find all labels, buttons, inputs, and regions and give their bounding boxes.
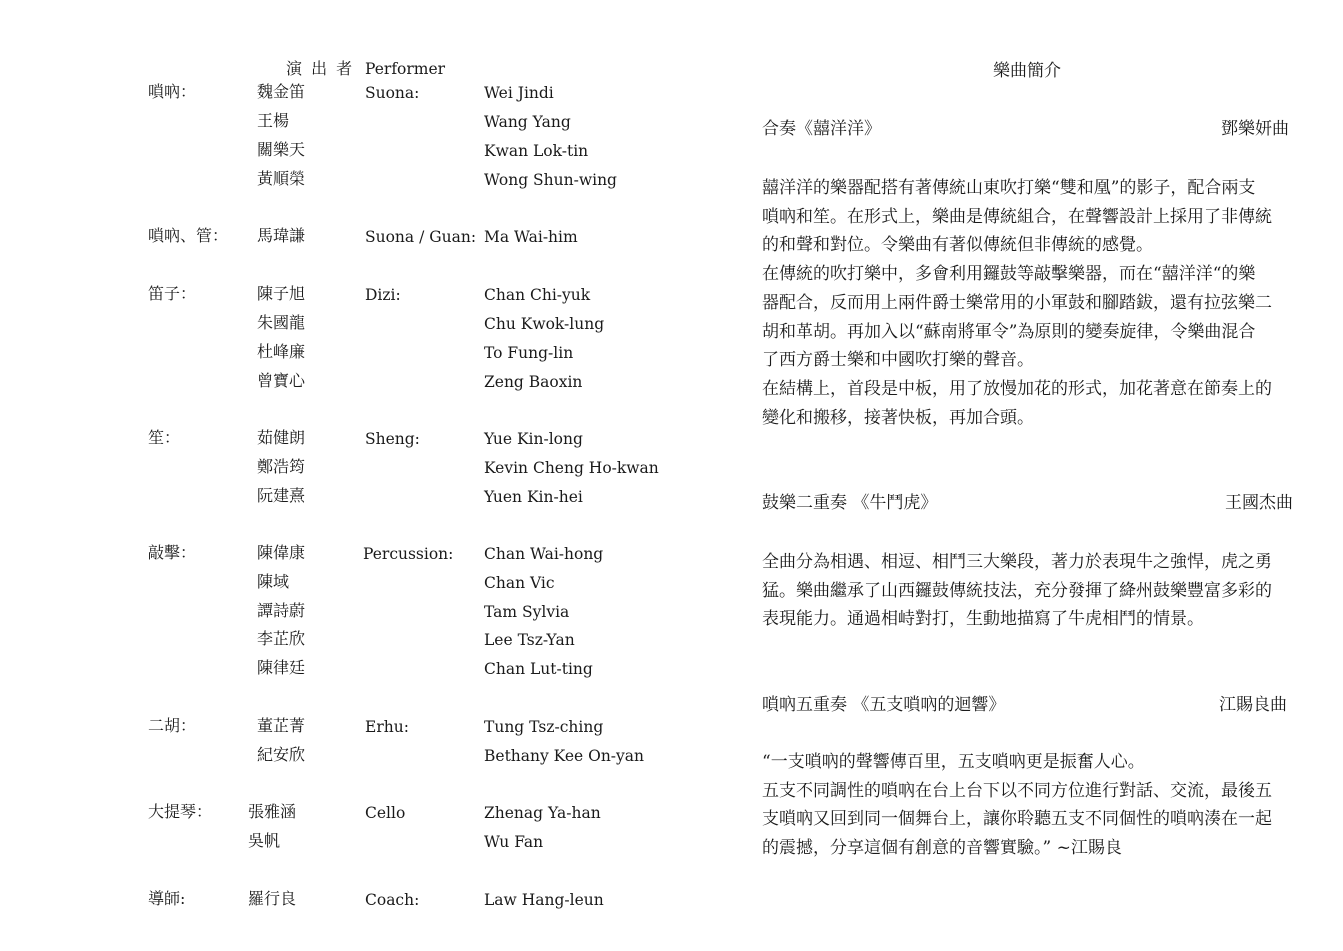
performer-name-en: Ma Wai-him	[484, 228, 578, 246]
performer-name-en: Wei Jindi	[484, 84, 554, 102]
performer-name-en: Law Hang-leun	[484, 891, 604, 909]
instrument-label-en: Percussion:	[363, 545, 454, 563]
performer-name-zh: 茹健朗	[257, 428, 306, 447]
description-line: 表現能力。通過相峙對打，生動地描寫了牛虎相鬥的情景。	[762, 609, 1204, 630]
piece-title: 嗩吶五重奏 《五支嗩吶的迴響》	[762, 695, 1006, 715]
instrument-label-en: Suona:	[365, 84, 420, 102]
performer-name-en: Lee Tsz-Yan	[484, 631, 575, 649]
piece-composer: 王國杰曲	[1225, 493, 1293, 513]
description-line: 在傳統的吹打樂中，多會利用鑼鼓等敲擊樂器，而在“囍洋洋“的樂	[762, 264, 1256, 285]
notes-title: 樂曲簡介	[993, 61, 1061, 81]
performer-name-zh: 陳偉康	[257, 543, 306, 562]
description-line: “一支嗩吶的聲響傳百里，五支嗩吶更是振奮人心。	[762, 752, 1145, 772]
instrument-label-zh: 嗩吶：	[148, 82, 197, 101]
description-line: 囍洋洋的樂器配搭有著傳統山東吹打樂“雙和凰”的影子，配合兩支	[762, 178, 1256, 198]
description-line: 了西方爵士樂和中國吹打樂的聲音。	[762, 350, 1034, 371]
instrument-label-en: Cello	[365, 804, 406, 822]
piece-title: 合奏《囍洋洋》	[762, 119, 881, 139]
performer-name-en: Zeng Baoxin	[484, 373, 583, 391]
description-line: 變化和搬移，接著快板，再加合頭。	[762, 407, 1034, 428]
performer-name-en: Wang Yang	[484, 113, 571, 131]
performer-name-zh: 鄭浩筠	[257, 457, 306, 476]
instrument-label-zh: 笙：	[148, 428, 181, 447]
description-line: 的震撼，分享這個有創意的音響實驗。” ~江賜良	[762, 838, 1122, 859]
piece-description	[762, 174, 1292, 432]
instrument-label-en: Coach:	[365, 891, 420, 909]
performer-name-zh: 陳域	[257, 572, 290, 591]
performer-name-en: Zhenag Ya-han	[484, 804, 601, 822]
description-line: 在結構上，首段是中板，用了放慢加花的形式，加花著意在節奏上的	[762, 378, 1272, 399]
piece-title: 鼓樂二重奏 《牛鬥虎》	[762, 493, 938, 513]
performer-name-zh: 曾寶心	[257, 371, 306, 390]
performer-name-zh: 陳子旭	[257, 284, 306, 303]
instrument-label-zh: 二胡：	[148, 716, 197, 735]
performer-name-en: Tam Sylvia	[484, 603, 570, 621]
performer-name-zh: 吳帆	[248, 831, 281, 850]
performer-name-en: Tung Tsz-ching	[484, 718, 604, 736]
performer-name-en: Chan Lut-ting	[484, 660, 593, 678]
instrument-label-zh: 敲擊：	[148, 543, 197, 562]
description-line: 猛。樂曲繼承了山西鑼鼓傳統技法，充分發揮了絳州鼓樂豐富多彩的	[762, 580, 1272, 601]
instrument-label-en: Erhu:	[365, 718, 409, 736]
performer-header-en: Performer	[365, 60, 446, 78]
performer-name-zh: 阮建熹	[257, 486, 306, 505]
instrument-label-en: Sheng:	[365, 430, 420, 448]
performer-name-zh: 紀安欣	[257, 745, 306, 764]
performer-name-en: Kwan Lok-tin	[484, 142, 589, 160]
description-line: 器配合，反而用上兩件爵士樂常用的小軍鼓和腳踏鈸，還有拉弦樂二	[762, 292, 1272, 313]
performer-header-zh: 演 出 者	[286, 59, 355, 78]
performer-name-en: To Fung-lin	[484, 344, 574, 362]
description-line: 支嗩吶又回到同一個舞台上，讓你聆聽五支不同個性的嗩吶湊在一起	[762, 809, 1272, 830]
performer-name-en: Wu Fan	[484, 833, 544, 851]
performer-name-zh: 董芷菁	[257, 716, 306, 735]
performer-name-zh: 魏金笛	[257, 82, 306, 101]
performer-name-zh: 關樂天	[257, 140, 306, 159]
performer-name-zh: 李芷欣	[257, 629, 306, 648]
description-line: 五支不同調性的嗩吶在台上台下以不同方位進行對話、交流，最後五	[762, 780, 1272, 801]
description-line: 嗩吶和笙。在形式上，樂曲是傳統組合，在聲響設計上採用了非傳統	[762, 206, 1272, 227]
description-line: 全曲分為相遇、相逗、相鬥三大樂段，著力於表現牛之強悍，虎之勇	[762, 552, 1272, 572]
performer-name-zh: 杜峰廉	[257, 342, 306, 361]
instrument-label-en: Dizi:	[365, 286, 401, 304]
performer-name-en: Chan Chi-yuk	[484, 286, 591, 304]
performer-name-en: Yue Kin-long	[484, 430, 583, 448]
performer-name-zh: 譚詩蔚	[257, 601, 306, 620]
performer-name-zh: 陳律廷	[257, 658, 306, 677]
performer-name-zh: 黃順榮	[257, 169, 306, 188]
piece-composer: 江賜良曲	[1219, 695, 1287, 715]
performer-name-en: Kevin Cheng Ho-kwan	[484, 459, 659, 477]
description-line: 胡和革胡。再加入以“蘇南將軍令”為原則的變奏旋律，令樂曲混合	[762, 321, 1256, 342]
piece-description	[762, 548, 1292, 634]
performer-name-zh: 朱國龍	[257, 313, 306, 332]
description-line: 的和聲和對位。令樂曲有著似傳統但非傳統的感覺。	[762, 235, 1153, 256]
performer-name-zh: 張雅涵	[248, 802, 297, 821]
performer-name-zh: 羅行良	[248, 889, 297, 908]
performer-name-en: Wong Shun-wing	[484, 171, 617, 189]
instrument-label-zh: 大提琴：	[148, 802, 213, 821]
instrument-label-zh: 嗩吶、管：	[148, 226, 229, 245]
performer-name-en: Yuen Kin-hei	[484, 488, 583, 506]
piece-description	[762, 748, 1292, 863]
performer-name-en: Chan Wai-hong	[484, 545, 604, 563]
performer-name-en: Bethany Kee On-yan	[484, 747, 645, 765]
performer-name-zh: 馬瑋謙	[257, 226, 306, 245]
performer-name-en: Chan Vic	[484, 574, 555, 592]
performer-name-zh: 王楊	[257, 111, 290, 130]
performer-name-en: Chu Kwok-lung	[484, 315, 605, 333]
instrument-label-zh: 導師:	[148, 889, 186, 908]
instrument-label-en: Suona / Guan:	[365, 228, 477, 246]
instrument-label-zh: 笛子：	[148, 284, 197, 303]
piece-composer: 鄧樂妍曲	[1221, 119, 1289, 139]
